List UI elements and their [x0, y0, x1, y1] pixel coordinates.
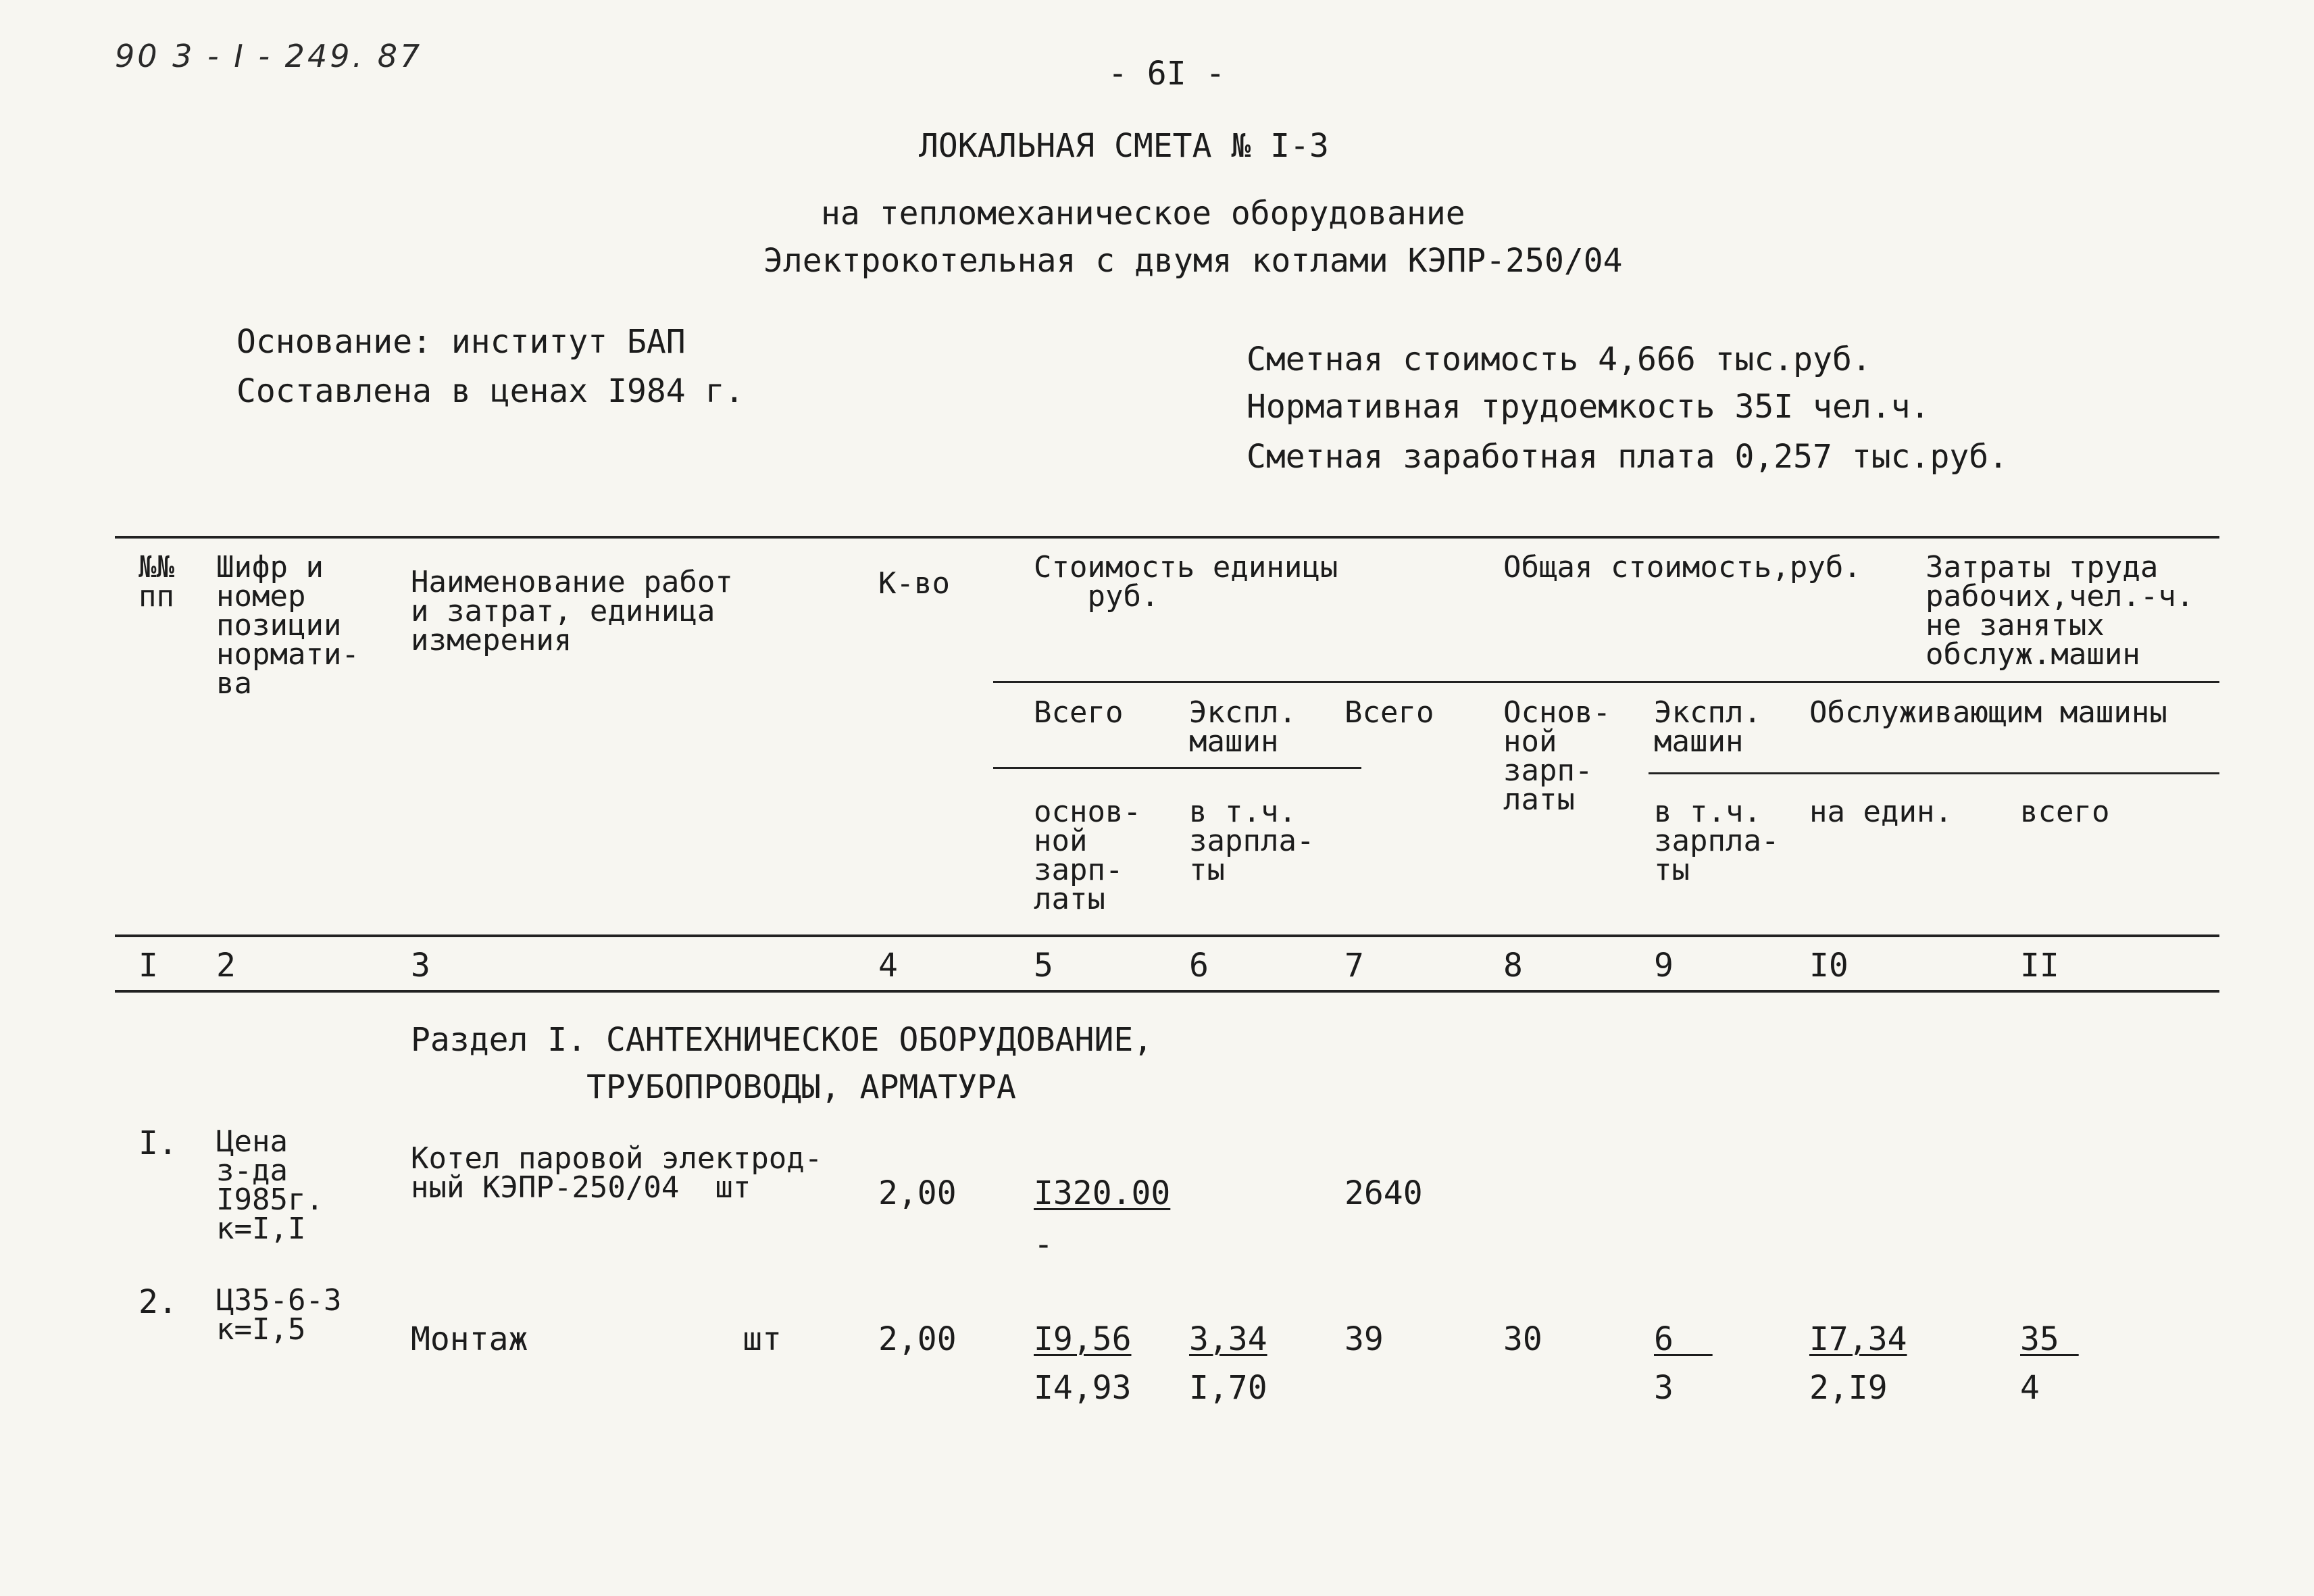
- labor-intensity: Нормативная трудоемкость 35I чел.ч.: [1247, 388, 1930, 426]
- header-c7-total: Всего: [1344, 695, 1434, 730]
- header-quantity: К-во: [878, 566, 950, 601]
- row-2-unit-machines: 3,34: [1189, 1320, 1267, 1358]
- row-2-total: 39: [1344, 1320, 1384, 1358]
- document-code: 90 3 - I - 249. 87: [115, 38, 423, 74]
- header-labor-cost: Затраты труда рабочих,чел.-ч. не занятых обслуж.машин: [1926, 550, 2194, 672]
- row-1-unit-base-wage: -: [1034, 1226, 1053, 1264]
- row-2-code: Ц35-6-3 к=I,5: [216, 1283, 342, 1347]
- row-2-name: Монтаж шт: [411, 1320, 782, 1358]
- row-2-machines: 6: [1654, 1320, 1713, 1358]
- column-number: I0: [1809, 947, 1848, 984]
- column-number: 6: [1189, 947, 1209, 984]
- column-number: 7: [1344, 947, 1364, 984]
- estimate-subtitle-1: на тепломеханическое оборудование: [821, 195, 1465, 232]
- row-2-labor-total: 35: [2020, 1320, 2079, 1358]
- page-number: - 6I -: [1108, 55, 1226, 93]
- row-1-total: 2640: [1344, 1174, 1423, 1212]
- labor-subrule: [1649, 772, 2219, 774]
- estimate-title: ЛОКАЛЬНАЯ СМЕТА № I-3: [919, 127, 1329, 165]
- header-total-cost: Общая стоимость,руб.: [1503, 550, 1861, 584]
- header-c6-machines: Экспл. машин: [1189, 695, 1297, 759]
- header-serving-machines: Обслуживающим машины: [1809, 695, 2167, 730]
- row-2-unit-total: I9,56: [1034, 1320, 1132, 1358]
- header-c10-per-unit: на един.: [1809, 795, 1953, 829]
- row-1-number: I.: [139, 1124, 178, 1162]
- basis-line: Основание: институт БАП: [236, 323, 686, 361]
- column-number: 5: [1034, 947, 1053, 984]
- header-c9-wages: в т.ч. зарпла- ты: [1654, 795, 1780, 888]
- table-top-rule: [115, 536, 2219, 539]
- column-number: 3: [411, 947, 430, 984]
- column-number: I: [139, 947, 158, 984]
- header-c5-base-wage: основ- ной зарп- латы: [1034, 795, 1141, 917]
- column-number: 8: [1503, 947, 1523, 984]
- estimated-cost: Сметная стоимость 4,666 тыс.руб.: [1247, 341, 1871, 378]
- header-work-name: Наименование работ и затрат, единица измерения: [411, 565, 733, 658]
- row-1-code: Цена з-да I985г. к=I,I: [216, 1124, 324, 1247]
- row-1-name: Котел паровой электрод- ный КЭПР-250/04 шт: [411, 1141, 823, 1205]
- header-c9-machines: Экспл. машин: [1654, 695, 1761, 759]
- section-heading: Раздел I. САНТЕХНИЧЕСКОЕ ОБОРУДОВАНИЕ, ТРУБОПРОВОДЫ, АРМАТУРА: [411, 1021, 1153, 1106]
- column-number: 4: [878, 947, 898, 984]
- row-2-machine-wages: 3: [1654, 1369, 1674, 1407]
- header-bottom-rule: [115, 934, 2219, 937]
- estimate-subtitle-2: Электрокотельная с двумя котлами КЭПР-250/04: [763, 242, 1623, 280]
- row-2-serving-per-unit: 2,I9: [1809, 1369, 1888, 1407]
- header-mid-rule: [993, 681, 2219, 683]
- header-c11-total: всего: [2020, 795, 2110, 829]
- row-2-base-wage: 30: [1503, 1320, 1542, 1358]
- header-row-number: №№ пп: [139, 550, 174, 614]
- row-2-number: 2.: [139, 1283, 178, 1321]
- row-2-labor-per-unit: I7,34: [1809, 1320, 1907, 1358]
- column-number: 9: [1654, 947, 1674, 984]
- estimated-wages: Сметная заработная плата 0,257 тыс.руб.: [1247, 438, 2009, 476]
- header-unit-cost: Стоимость единицы руб.: [1034, 550, 1338, 614]
- row-1-unit-total: I320.00: [1034, 1174, 1171, 1212]
- row-2-quantity: 2,00: [878, 1320, 957, 1358]
- header-c5-total: Всего: [1034, 695, 1124, 730]
- header-c8-base-wage: Основ- ной зарп- латы: [1503, 695, 1611, 818]
- prices-line: Составлена в ценах I984 г.: [236, 372, 745, 410]
- row-2-unit-base-wage: I4,93: [1034, 1369, 1132, 1407]
- row-1-quantity: 2,00: [878, 1174, 957, 1212]
- column-number: 2: [216, 947, 236, 984]
- row-2-unit-machine-wages: I,70: [1189, 1369, 1267, 1407]
- column-numbers-rule: [115, 990, 2219, 993]
- row-2-serving-total: 4: [2020, 1369, 2040, 1407]
- header-c6-wages: в т.ч. зарпла- ты: [1189, 795, 1315, 888]
- header-norm-code: Шифр и номер позиции нормати- ва: [216, 550, 359, 701]
- unit-cost-subrule: [993, 767, 1361, 769]
- column-number: II: [2020, 947, 2059, 984]
